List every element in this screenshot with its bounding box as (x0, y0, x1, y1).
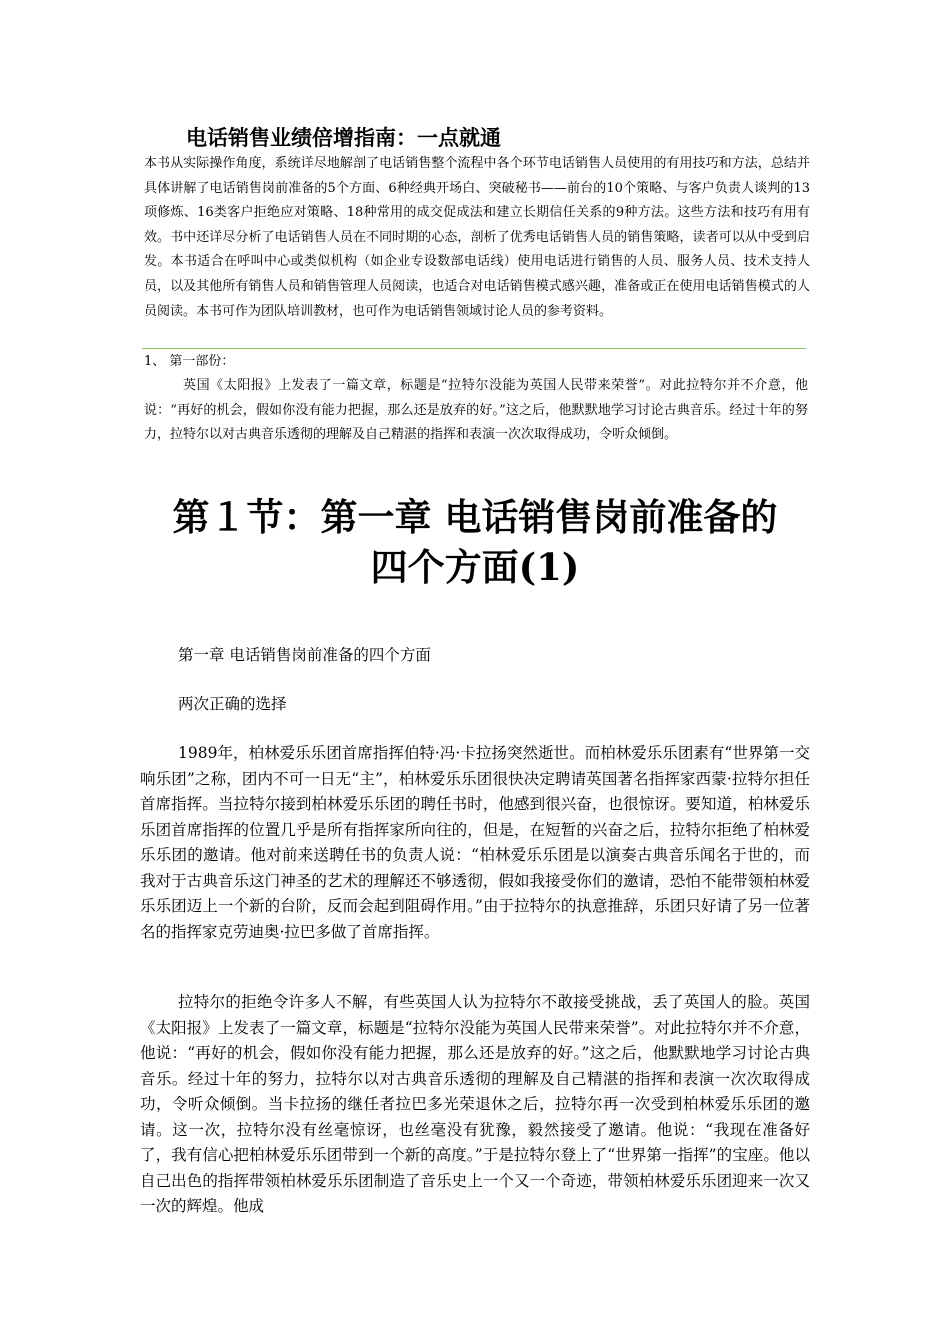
body-paragraph: 1989年，柏林爱乐乐团首席指挥伯特·冯·卡拉扬突然逝世。而柏林爱乐乐团素有“世界第一交响乐团”之称，团内不可一日无“主”，柏林爱乐乐团很快决定聘请英国著名指挥家西蒙·拉特尔担任首席指挥。当拉特尔接到柏林爱乐乐团的聘任书时，他感到很兴奋，也很惊讶。要知道，柏林爱乐乐团首席指挥的位置几乎是所有指挥家所向往的，但是，在短暂的兴奋之后，拉特尔拒绝了柏林爱乐乐团的邀请。他对前来送聘任书的负责人说：“柏林爱乐乐团是以演奏古典音乐闻名于世的，而我对于古典音乐这门神圣的艺术的理解还不够透彻，假如我接受你们的邀请，恐怕不能带领柏林爱乐乐团迈上一个新的台阶，反而会起到阻碍作用。”由于拉特尔的执意推辞，乐团只好请了另一位著名的指挥家克劳迪奥·拉巴多做了首席指挥。 (140, 744, 810, 941)
book-title: 电话销售业绩倍增指南：一点就通 (186, 126, 501, 150)
section-title-line-1: 第１节：第一章 电话销售岗前准备的 (172, 495, 778, 539)
sub-heading: 两次正确的选择 (178, 695, 287, 713)
part-heading: 1、 第一部份： (144, 354, 235, 369)
horizontal-divider (142, 348, 806, 349)
section-title-line-2: 四个方面(1) (370, 545, 580, 589)
part-body-paragraph: 英国《太阳报》上发表了一篇文章，标题是“拉特尔没能为英国人民带来荣誉”。对此拉特尔并不介意，他说：“再好的机会，假如你没有能力把握，那么还是放弃的好。”这之后，他默默地学习讨论古典音乐。经过十年的努力，拉特尔以对古典音乐透彻的理解及自己精湛的指挥和表演一次次取得成功，令听众倾倒。 (144, 378, 808, 443)
book-introduction: 本书从实际操作角度，系统详尽地解剖了电话销售整个流程中各个环节电话销售人员使用的有用技巧和方法，总结并具体讲解了电话销售岗前准备的5个方面、6种经典开场白、突破秘书——前台的10个策略、与客户负责人谈判的13项修炼、16类客户拒绝应对策略、18种常用的成交促成法和建立长期信任关系的9种方法。这些方法和技巧有用有效。书中还详尽分析了电话销售人员在不同时期的心态，剖析了优秀电话销售人员的销售策略，读者可以从中受到启发。本书适合在呼叫中心或类似机构（如企业专设数部电话线）使用电话进行销售的人员、服务人员、技术支持人员，以及其他所有销售人员和销售管理人员阅读，也适合对电话销售模式感兴趣，准备或正在使用电话销售模式的人员阅读。本书可作为团队培训教材，也可作为电话销售领域讨论人员的参考资料。 (144, 156, 810, 319)
section-title (140, 492, 810, 592)
chapter-heading: 第一章 电话销售岗前准备的四个方面 (178, 646, 431, 664)
body-paragraph: 拉特尔的拒绝令许多人不解，有些英国人认为拉特尔不敢接受挑战，丢了英国人的脸。英国《太阳报》上发表了一篇文章，标题是“拉特尔没能为英国人民带来荣誉”。对此拉特尔并不介意，他说：“再好的机会，假如你没有能力把握，那么还是放弃的好。”这之后，他默默地学习讨论古典音乐。经过十年的努力，拉特尔以对古典音乐透彻的理解及自己精湛的指挥和表演一次次取得成功，令听众倾倒。当卡拉扬的继任者拉巴多光荣退休之后，拉特尔再一次受到柏林爱乐乐团的邀请。这一次，拉特尔没有丝毫惊讶，也丝毫没有犹豫，毅然接受了邀请。他说：“我现在准备好了，我有信心把柏林爱乐乐团带到一个新的高度。”于是拉特尔登上了“世界第一指挥”的宝座。他以自己出色的指挥带领柏林爱乐乐团制造了音乐史上一个又一个奇迹，带领柏林爱乐乐团迎来一次又一次的辉煌。他成 (140, 993, 810, 1215)
